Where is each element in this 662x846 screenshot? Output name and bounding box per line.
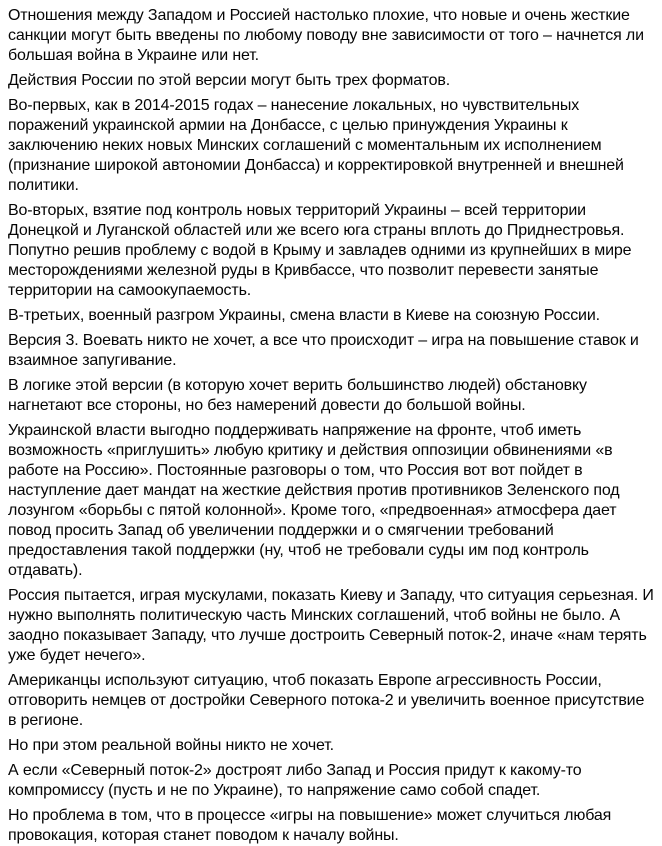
post-paragraph: Во-вторых, взятие под контроль новых территорий Украины – всей территории Донецкой и Луганской областей или же всего юга страны вплоть до Приднестровья. Попутно решив проблему с водой в Крыму и завладев одними из крупнейших в мире месторождениями железной руды в Кривбассе, что позволит перевести занятые территории на самоокупаемость. <box>8 202 632 299</box>
post-paragraph: Во-первых, как в 2014-2015 годах – нанесение локальных, но чувствительных поражений украинской армии на Донбассе, с целью принуждения Украины к заключению неких новых Минских соглашений с моментальным их исполнением (признание широкой автономии Донбасса) и корректировкой внутренней и внешней политики. <box>8 97 624 194</box>
post-paragraph: Но при этом реальной войны никто не хочет. <box>8 737 334 754</box>
post-paragraph: В-третьих, военный разгром Украины, смена власти в Киеве на союзную России. <box>8 307 600 324</box>
post-paragraph: Украинской власти выгодно поддерживать напряжение на фронте, чтоб иметь возможность «приглушить» любую критику и действия оппозиции обвинениями «в работе на Россию». Постоянные разговоры о том, что Россия вот вот пойдет в наступление дает мандат на жесткие действия против противников Зеленского под лозунгом «борьбы с пятой колонной». Кроме того, «предвоенная» атмосфера дает повод просить Запад об увеличении поддержки и о смягчении требований предоставления такой поддержки (ну, чтоб не требовали суды им под контроль отдавать). <box>8 422 620 579</box>
post-paragraph: Отношения между Западом и Россией настолько плохие, что новые и очень жесткие санкции могут быть введены по любому поводу вне зависимости от того – начнется ли большая война в Украине или нет. <box>8 7 644 64</box>
post-paragraph: Американцы используют ситуацию, чтоб показать Европе агрессивность России, отговорить немцев от достройки Северного потока-2 и увеличить военное присутствие в регионе. <box>8 672 645 729</box>
post-paragraph: А если «Северный поток-2» достроят либо Запад и Россия придут к какому-то компромиссу (пусть и не по Украине), то напряжение само собой спадет. <box>8 762 582 799</box>
post-paragraph: Но проблема в том, что в процессе «игры на повышение» может случиться любая провокация, которая станет поводом к началу войны. <box>8 807 612 844</box>
post-paragraph: Действия России по этой версии могут быть трех форматов. <box>8 72 451 89</box>
post-paragraph: Россия пытается, играя мускулами, показать Киеву и Западу, что ситуация серьезная. И нужно выполнять политическую часть Минских соглашений, чтоб войны не было. А заодно показывает Западу, что лучше достроить Северный поток-2, иначе «нам терять уже будет нечего». <box>8 587 654 664</box>
post-paragraph: Версия 3. Воевать никто не хочет, а все что происходит – игра на повышение ставок и взаимное запугивание. <box>8 332 639 369</box>
post-paragraph: В логике этой версии (в которую хочет верить большинство людей) обстановку нагнетают все стороны, но без намерений довести до большой войны. <box>8 377 587 414</box>
